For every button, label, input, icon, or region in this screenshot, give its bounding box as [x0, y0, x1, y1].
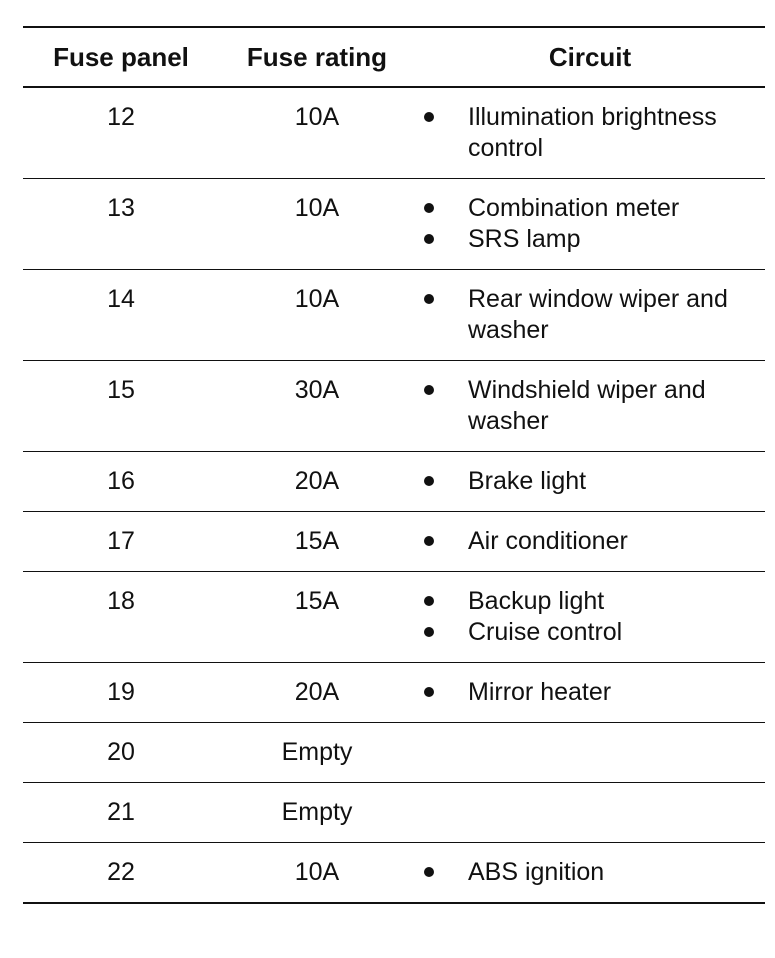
fuse-rating-cell: 30A	[219, 361, 415, 452]
circuit-label: Illumination brightness control	[468, 103, 717, 162]
circuit-list	[415, 102, 761, 164]
fuse-rating-cell: 20A	[219, 663, 415, 723]
bullet-icon	[424, 112, 434, 122]
fuse-rating-cell: 15A	[219, 512, 415, 572]
circuit-label: Cruise control	[468, 618, 623, 646]
table-row	[23, 783, 765, 843]
bullet-icon	[424, 234, 434, 244]
fuse-panel-cell: 16	[23, 452, 219, 512]
circuit-cell	[415, 512, 765, 572]
circuit-list-item	[415, 375, 761, 437]
fuse-rating-cell: 10A	[294, 858, 340, 886]
fuse-panel-cell: 14	[23, 270, 219, 361]
header-row	[23, 27, 765, 87]
table-row	[23, 512, 765, 572]
circuit-list-item	[415, 586, 761, 617]
table-body	[23, 87, 765, 903]
fuse-rating-cell: 10A	[219, 270, 415, 361]
circuit-label: Mirror heater	[468, 678, 612, 706]
fuse-rating-cell: 20A	[219, 452, 415, 512]
table-row	[23, 361, 765, 452]
bullet-icon	[424, 536, 434, 546]
circuit-list	[415, 857, 761, 888]
fuse-panel-cell: 15	[23, 361, 219, 452]
fuse-rating-cell: 10A	[219, 179, 415, 270]
fuse-rating-cell: Empty	[219, 783, 415, 843]
table-row	[23, 663, 765, 723]
circuit-label: Rear window wiper and washer	[468, 285, 728, 344]
circuit-cell	[415, 723, 765, 783]
fuse-panel-cell: 22	[107, 858, 135, 886]
circuit-cell	[415, 452, 765, 512]
table-row	[23, 452, 765, 512]
circuit-cell	[415, 572, 765, 663]
circuit-list-item	[415, 193, 761, 224]
table-row	[23, 87, 765, 179]
table-row	[23, 179, 765, 270]
circuit-label: Brake light	[468, 467, 587, 495]
circuit-list	[415, 677, 761, 708]
fuse-panel-cell: 12	[23, 87, 219, 179]
bullet-icon	[424, 294, 434, 304]
header-circuit: Circuit	[415, 27, 765, 87]
bullet-icon	[424, 867, 434, 877]
circuit-cell	[415, 179, 765, 270]
table-row	[23, 843, 765, 904]
bullet-icon	[424, 627, 434, 637]
bullet-icon	[424, 385, 434, 395]
circuit-list	[415, 193, 761, 255]
fuse-rating-cell: 15A	[219, 572, 415, 663]
bullet-icon	[424, 596, 434, 606]
bullet-icon	[424, 476, 434, 486]
circuit-list-item	[415, 102, 761, 164]
circuit-cell	[415, 270, 765, 361]
fuse-rating-cell: Empty	[219, 723, 415, 783]
circuit-list-item	[415, 224, 761, 255]
circuit-cell	[415, 663, 765, 723]
fuse-panel-cell: 18	[23, 572, 219, 663]
fuse-panel-cell: 13	[23, 179, 219, 270]
circuit-list	[415, 586, 761, 648]
circuit-list-item	[415, 526, 761, 557]
circuit-list	[415, 526, 761, 557]
circuit-label: ABS ignition	[468, 858, 605, 886]
table-row	[23, 723, 765, 783]
header-fuse-rating: Fuse rating	[219, 27, 415, 87]
circuit-list-item	[415, 466, 761, 497]
circuit-label: Windshield wiper and washer	[468, 376, 706, 435]
fuse-table	[23, 26, 765, 904]
circuit-list	[415, 466, 761, 497]
circuit-cell	[415, 361, 765, 452]
circuit-cell	[415, 87, 765, 179]
fuse-panel-cell: 19	[23, 663, 219, 723]
header-fuse-panel: Fuse panel	[23, 27, 219, 87]
circuit-list-item	[415, 857, 761, 888]
circuit-label: Air conditioner	[468, 527, 628, 555]
bullet-icon	[424, 687, 434, 697]
circuit-list	[415, 375, 761, 437]
circuit-list-item	[415, 677, 761, 708]
circuit-list	[415, 284, 761, 346]
table-row	[23, 270, 765, 361]
fuse-rating-cell: 10A	[219, 87, 415, 179]
fuse-panel-cell: 21	[23, 783, 219, 843]
circuit-label: Backup light	[468, 587, 605, 615]
circuit-list-item	[415, 284, 761, 346]
bullet-icon	[424, 203, 434, 213]
circuit-cell	[415, 843, 765, 904]
table-row	[23, 572, 765, 663]
circuit-cell	[415, 783, 765, 843]
fuse-panel-cell: 20	[23, 723, 219, 783]
circuit-list-item	[415, 617, 761, 648]
circuit-label: SRS lamp	[468, 225, 581, 253]
circuit-label: Combination meter	[468, 194, 680, 222]
fuse-panel-cell: 17	[23, 512, 219, 572]
table-header	[23, 27, 765, 87]
